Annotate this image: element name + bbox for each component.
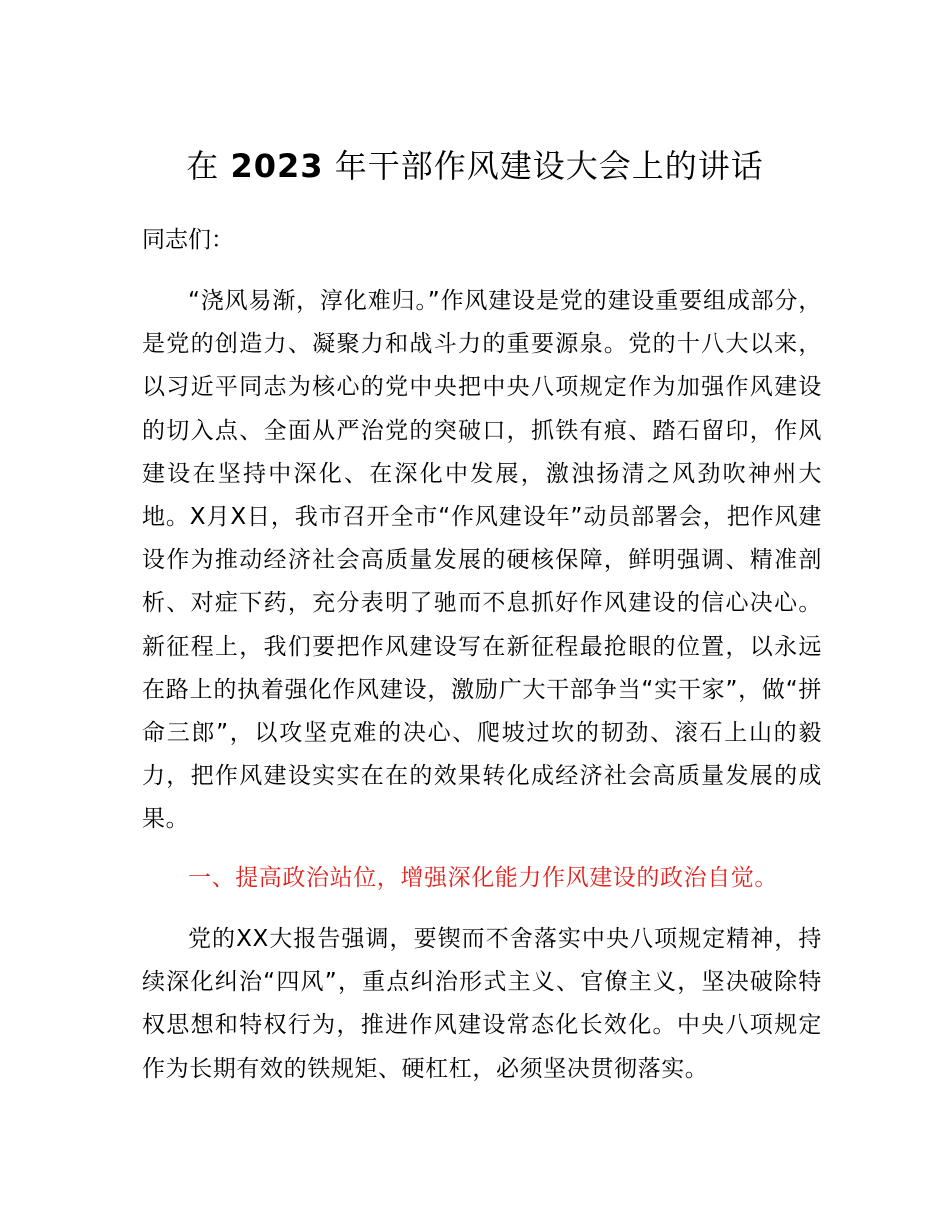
salutation: 同志们：	[142, 227, 234, 253]
title-suffix: 年干部作风建设大会上的讲话	[334, 147, 764, 185]
document-title	[0, 140, 950, 192]
paragraph-section-1: 党的XX大报告强调，要锲而不舍落实中央八项规定精神，持续深化纠治“四风”，重点纠治形式主义、官僚主义，坚决破除特权思想和特权行为，推进作风建设常态化长效化。中央八项规定作为长期有效的铁规矩、硬杠杠，必须坚决贯彻落实。	[142, 926, 822, 1082]
title-year: 2023	[230, 147, 324, 185]
title-prefix: 在	[186, 147, 220, 185]
section-heading-1: 一、提高政治站位，增强深化能力作风建设的政治自觉。	[188, 865, 778, 891]
paragraph-intro: “浇风易渐，淳化难归。”作风建设是党的建设重要组成部分，是党的创造力、凝聚力和战斗力的重要源泉。党的十八大以来，以习近平同志为核心的党中央把中央八项规定作为加强作风建设的切入点、全面从严治党的突破口，抓铁有痕、踏石留印，作风建设在坚持中深化、在深化中发展，激浊扬清之风劲吹神州大地。X月X日，我市召开全市“作风建设年”动员部署会，把作风建设作为推动经济社会高质量发展的硬核保障，鲜明强调、精准剖析、对症下药，充分表明了驰而不息抓好作风建设的信心决心。新征程上，我们要把作风建设写在新征程最抢眼的位置，以永远在路上的执着强化作风建设，激励广大干部争当“实干家”，做“拼命三郎”，以攻坚克难的决心、爬坡过坎的韧劲、滚石上山的毅力，把作风建设实实在在的效果转化成经济社会高质量发展的成果。	[142, 288, 822, 833]
